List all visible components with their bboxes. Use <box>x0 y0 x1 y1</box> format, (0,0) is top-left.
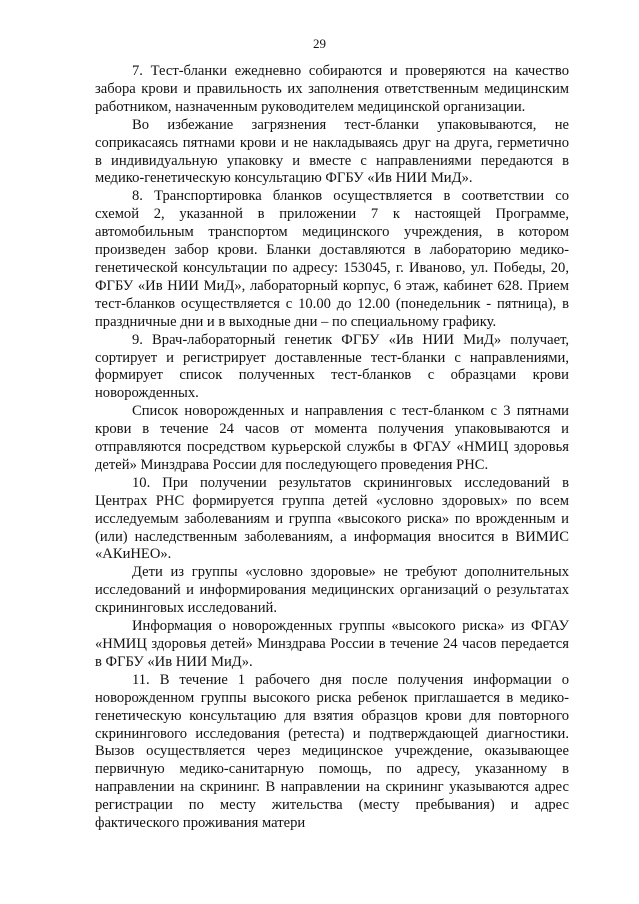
paragraph-10-high-risk: Информация о новорожденных группы «высокого риска» из ФГАУ «НМИЦ здоровья детей» Минздрава России в течение 24 часов передается в ФГБУ «Ив НИИ МиД». <box>95 618 569 670</box>
paragraph-8: 8. Транспортировка бланков осуществляется в соответствии со схемой 2, указанной в приложении 7 к настоящей Программе, автомобильным транспортом медицинского учреждения, в котором произведен забор крови. Бланки доставляются в лабораторию медико-генетической консультации по адресу: 153045, г. Иваново, ул. Победы, 20, ФГБУ «Ив НИИ МиД», лабораторный корпус, 6 этаж, кабинет 628. Прием тест-бланков осуществляется с 10.00 до 12.00 (понедельник - пятница), в праздничные дни и в выходные дни – по специальному графику. <box>95 188 569 330</box>
paragraph-7: 7. Тест-бланки ежедневно собираются и проверяются на качество забора крови и правильность их заполнения ответственным медицинским работником, назначенным руководителем медицинской организации. <box>95 63 569 115</box>
paragraph-9-shipping: Список новорожденных и направления с тест-бланком с 3 пятнами крови в течение 24 часов от момента получения упаковываются и отправляются посредством курьерской службы в ФГАУ «НМИЦ здоровья детей» Минздрава России для последующего проведения РНС. <box>95 403 569 473</box>
paragraph-10: 10. При получении результатов скрининговых исследований в Центрах РНС формируется группа детей «условно здоровых» по всем исследуемым заболеваниям и группа «высокого риска» по врожденным и (или) наследственным заболеваниям, а информация вносится в ВИМИС «АКиНЕО». <box>95 474 569 563</box>
paragraph-10-healthy: Дети из группы «условно здоровые» не требуют дополнительных исследований и информирования медицинских организаций о результатах скрининговых исследований. <box>95 564 569 617</box>
paragraph-11: 11. В течение 1 рабочего дня после получения информации о новорожденном группы высокого риска ребенок приглашается в медико-генетическую консультацию для взятия образцов крови для повторного скринингового исследования (ретеста) и подтверждающей диагностики. Вызов осуществляется через медицинское учреждение, оказывающее первичную медико-санитарную помощь, по адресу, указанному в направлении на скрининг. В направлении на скрининг указываются адрес регистрации по месту жительства (месту пребывания) и адрес фактического проживания матери <box>95 671 569 832</box>
document-body <box>95 63 569 833</box>
paragraph-7-packaging: Во избежание загрязнения тест-бланки упаковываются, не соприкасаясь пятнами крови и не накладываясь друг на друга, герметично в индивидуальную упаковку и вместе с направлениями передаются в медико-генетическую консультацию ФГБУ «Ив НИИ МиД». <box>95 116 569 187</box>
page-number: 29 <box>313 36 326 51</box>
paragraph-9: 9. Врач-лабораторный генетик ФГБУ «Ив НИИ МиД» получает, сортирует и регистрирует доставленные тест-бланки с направлениями, формирует список полученных тест-бланков с образцами крови новорожденных. <box>95 331 569 402</box>
